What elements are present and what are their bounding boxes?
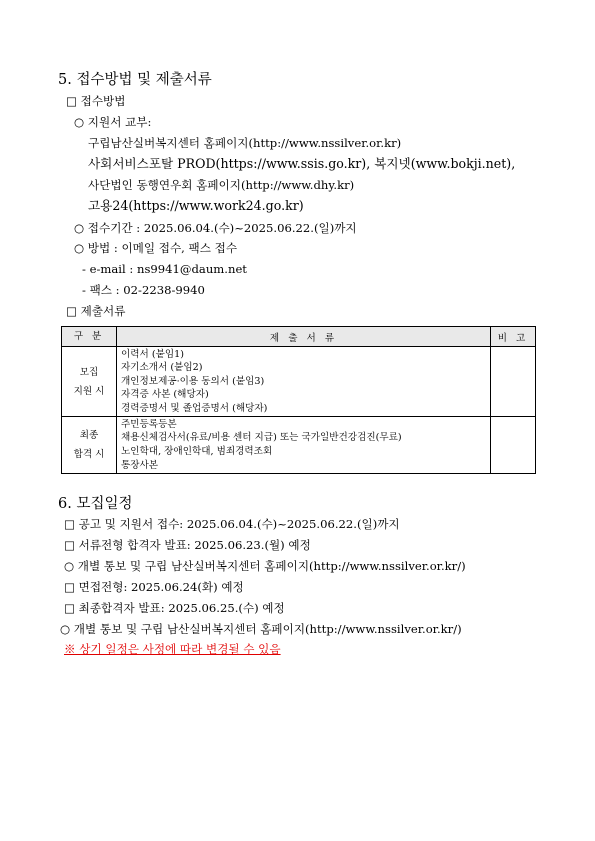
method-line: ○ 방법 : 이메일 접수, 팩스 접수 <box>74 241 238 255</box>
document-item: 자격증 사본 (해당자) <box>121 389 209 401</box>
row-items <box>117 347 491 417</box>
category-line: 지원 시 <box>73 385 105 397</box>
period-line: ○ 접수기간 : 2025.06.04.(수)~2025.06.22.(일)까지 <box>74 221 357 235</box>
schedule-line-3: ○ 개별 통보 및 구립 남산실버복지센터 홈페이지(http://www.nssilver.or.kr/) <box>64 559 466 573</box>
document-item: 주민등록등본 <box>121 418 177 430</box>
document-item: 통장사본 <box>121 459 159 471</box>
row-category <box>62 417 117 474</box>
table-row <box>62 347 536 417</box>
section-6-title: 6. 모집일정 <box>58 496 133 512</box>
document-item: 자기소개서 (붙임2) <box>121 362 203 374</box>
where-line-2: 사회서비스포탈 PROD(https://www.ssis.go.kr), 복지넷(www.bokji.net), <box>88 156 516 171</box>
section-5-title: 5. 접수방법 및 제출서류 <box>58 72 212 88</box>
row-items <box>117 417 491 474</box>
schedule-line-4: □ 면접전형: 2025.06.24(화) 예정 <box>64 580 244 594</box>
schedule-notice: ※ 상기 일정은 사정에 따라 변경될 수 있음 <box>64 642 281 656</box>
category-line: 합격 시 <box>73 449 105 460</box>
document-item: 이력서 (붙임1) <box>121 348 184 360</box>
document-item: 개인정보제공·이용 동의서 (붙임3) <box>121 375 265 387</box>
email-line: - e-mail : ns9941@daum.net <box>82 262 247 276</box>
schedule-line-5: □ 최종합격자 발표: 2025.06.25.(수) 예정 <box>64 601 285 615</box>
where-line-3: 사단법인 동행연우회 홈페이지(http://www.dhy.kr) <box>88 178 355 192</box>
category-line: 모집 <box>79 366 99 378</box>
documents-table <box>61 326 536 474</box>
document-item: 노인학대, 장애인학대, 범죄경력조회 <box>121 446 273 457</box>
where-label: ○ 지원서 교부: <box>74 115 152 129</box>
where-line-1: 구립남산실버복지센터 홈페이지(http://www.nssilver.or.kr) <box>88 136 402 150</box>
table-header-row <box>62 327 536 347</box>
where-line-4: 고용24(https://www.work24.go.kr) <box>88 198 304 213</box>
row-category <box>62 347 117 417</box>
schedule-line-6: ○ 개별 통보 및 구립 남산실버복지센터 홈페이지(http://www.nssilver.or.kr/) <box>60 622 462 636</box>
document-item: 채용신체검사서(유료/비용 센터 지급) 또는 국가일반건강검진(무료) <box>121 432 402 444</box>
method-header: □ 접수방법 <box>66 94 126 108</box>
row-note <box>491 417 536 474</box>
fax-line: - 팩스 : 02-2238-9940 <box>82 283 205 297</box>
header-category: 구 분 <box>62 327 117 347</box>
schedule-line-2: □ 서류전형 합격자 발표: 2025.06.23.(월) 예정 <box>64 538 311 552</box>
schedule-line-1: □ 공고 및 지원서 접수: 2025.06.04.(수)~2025.06.22.(일)까지 <box>64 517 400 531</box>
table-row <box>62 417 536 474</box>
row-note <box>491 347 536 417</box>
docs-header: □ 제출서류 <box>66 304 126 318</box>
header-documents: 제 출 서 류 <box>117 327 491 347</box>
category-line: 최종 <box>79 430 99 441</box>
header-note: 비 고 <box>491 327 536 347</box>
document-item: 경력증명서 및 졸업증명서 (해당자) <box>121 402 268 414</box>
